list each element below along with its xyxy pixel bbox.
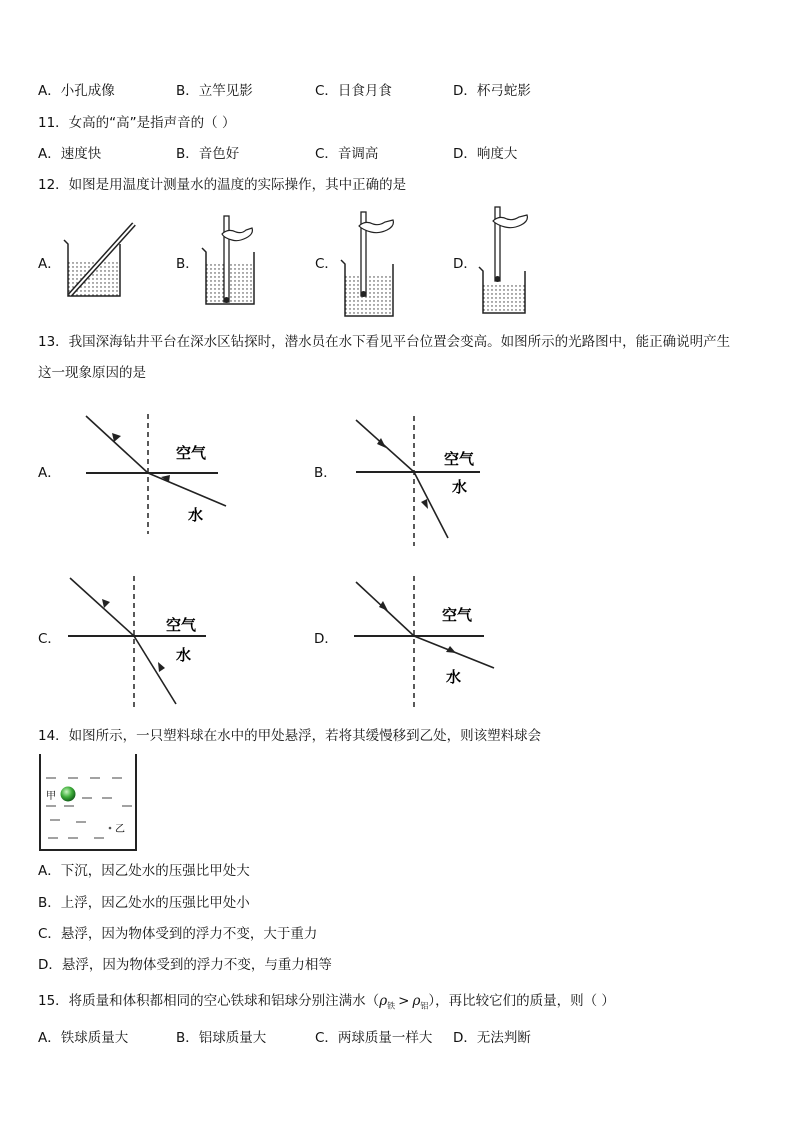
q14-option-c: C．悬浮，因为物体受到的浮力不变，大于重力: [38, 926, 318, 942]
q15-option-a: A．铁球质量大: [38, 1030, 129, 1046]
q12-diagram-c: [337, 208, 407, 320]
q14-container-diagram: [38, 754, 140, 854]
q12-letter-c: C．: [315, 256, 338, 272]
q12-letter-b: B．: [176, 256, 199, 272]
q15-sub-iron: 铁: [387, 1001, 396, 1011]
q15-greater-than: >: [398, 993, 410, 1009]
q15-stem-before: 15．将质量和体积都相同的空心铁球和铝球分别注满水（: [38, 993, 380, 1009]
q15-option-d: D．无法判断: [453, 1030, 531, 1046]
q15-option-c: C．两球质量一样大: [315, 1030, 433, 1046]
q11-option-d: D．响度大: [453, 146, 518, 162]
q11-option-a: A．速度快: [38, 146, 102, 162]
q10-option-c: C．日食月食: [315, 83, 392, 99]
q15-stem-after: ），再比较它们的质量，则（ ）: [428, 993, 615, 1009]
q13a-air-label: 空气: [176, 444, 207, 462]
q11-stem: 11．女高的“高”是指声音的（ ）: [38, 115, 236, 131]
q15-option-b: B．铝球质量大: [176, 1030, 267, 1046]
q13-letter-c: C．: [38, 631, 61, 647]
q13-letter-d: D．: [314, 631, 338, 647]
q12-diagram-a: [60, 218, 140, 300]
q14-label-jia: 甲: [46, 791, 56, 802]
q14-option-d: D．悬浮，因为物体受到的浮力不变，与重力相等: [38, 957, 332, 973]
q14-label-yi: 乙: [115, 824, 125, 835]
q13-stem-line1: 13．我国深海钻井平台在深水区钻探时，潜水员在水下看见平台位置会变高。如图所示的光路图中，能正确说明产生: [38, 334, 731, 350]
q13c-air-label: 空气: [166, 616, 197, 634]
q12-diagram-d: [475, 205, 545, 317]
q14-option-b: B．上浮，因乙处水的压强比甲处小: [38, 895, 250, 911]
q10-option-d: D．杯弓蛇影: [453, 83, 531, 99]
q10-option-a: A．小孔成像: [38, 83, 115, 99]
q13-letter-b: B．: [314, 465, 337, 481]
q13d-water-label: 水: [446, 668, 462, 686]
q14-stem: 14．如图所示，一只塑料球在水中的甲处悬浮，若将其缓慢移到乙处，则该塑料球会: [38, 728, 542, 744]
q15-rho-iron: ρ: [379, 993, 388, 1009]
q13-diagram-c: [66, 574, 216, 714]
q15-sub-al: 铝: [420, 1001, 429, 1011]
q10-option-b: B．立竿见影: [176, 83, 253, 99]
q11-option-b: B．音色好: [176, 146, 240, 162]
q13b-air-label: 空气: [444, 450, 475, 468]
q11-option-c: C．音调高: [315, 146, 379, 162]
q13-letter-a: A．: [38, 465, 61, 481]
q12-stem: 12．如图是用温度计测量水的温度的实际操作，其中正确的是: [38, 177, 407, 193]
q15-stem: [38, 992, 615, 1016]
q12-letter-d: D．: [453, 256, 477, 272]
q13-diagram-d: [352, 574, 502, 714]
q13c-water-label: 水: [176, 646, 192, 664]
q12-letter-a: A．: [38, 256, 61, 272]
q12-diagram-b: [198, 212, 268, 308]
q13-diagram-b: [354, 414, 504, 549]
q13b-water-label: 水: [452, 478, 468, 496]
q13-stem-line2: 这一现象原因的是: [38, 365, 146, 381]
q13d-air-label: 空气: [442, 606, 473, 624]
q14-option-a: A．下沉，因乙处水的压强比甲处大: [38, 863, 250, 879]
q15-rho-al: ρ: [412, 993, 421, 1009]
q13a-water-label: 水: [188, 506, 204, 524]
q13-diagram-a: [84, 412, 234, 537]
